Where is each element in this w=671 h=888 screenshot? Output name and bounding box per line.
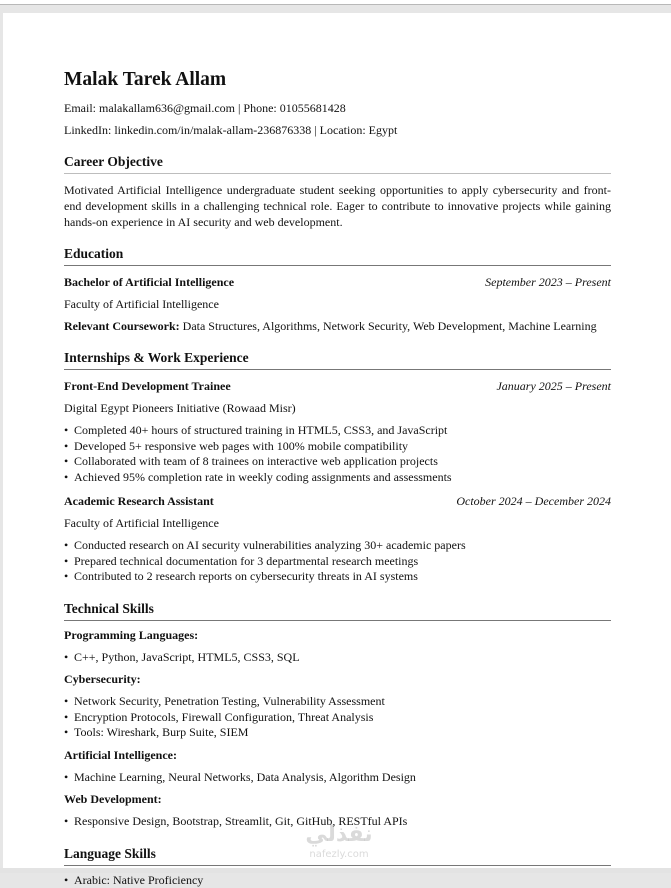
language-list xyxy=(64,873,611,888)
coursework-label: Relevant Coursework: xyxy=(64,319,180,333)
skill-list-cybersecurity xyxy=(64,694,611,741)
skill-item: • Machine Learning, Neural Networks, Data Analysis, Algorithm Design xyxy=(64,770,611,786)
skill-item: • Encryption Protocols, Firewall Configuration, Threat Analysis xyxy=(64,710,611,726)
relevant-coursework xyxy=(64,319,611,334)
section-title-experience: Internships & Work Experience xyxy=(64,349,611,370)
skill-category-ai: Artificial Intelligence: xyxy=(64,748,611,763)
job-header xyxy=(64,494,611,509)
coursework-list: Data Structures, Algorithms, Network Security, Web Development, Machine Learning xyxy=(180,319,597,333)
job-role: Academic Research Assistant xyxy=(64,494,214,509)
skill-category-cybersecurity: Cybersecurity: xyxy=(64,672,611,687)
job-date: October 2024 – December 2024 xyxy=(456,494,611,509)
language-item: • Arabic: Native Proficiency xyxy=(64,873,611,888)
job-organization: Digital Egypt Pioneers Initiative (Rowaad Misr) xyxy=(64,401,611,416)
section-title-career-objective: Career Objective xyxy=(64,153,611,174)
bullet-item: • Contributed to 2 research reports on cybersecurity threats in AI systems xyxy=(64,569,611,585)
skill-list-ai xyxy=(64,770,611,786)
bullet-item: • Collaborated with team of 8 trainees on interactive web application projects xyxy=(64,454,611,470)
skill-item: • Responsive Design, Bootstrap, Streamlit, Git, GitHub, RESTful APIs xyxy=(64,814,611,830)
section-title-language-skills: Language Skills xyxy=(64,845,611,866)
job-entry xyxy=(64,379,611,485)
skill-category-web: Web Development: xyxy=(64,792,611,807)
skill-item: • Tools: Wireshark, Burp Suite, SIEM xyxy=(64,725,611,741)
section-title-technical-skills: Technical Skills xyxy=(64,600,611,621)
resume-content xyxy=(64,68,611,888)
contact-email-phone: Email: malakallam636@gmail.com | Phone: 01055681428 xyxy=(64,101,611,116)
bullet-item: • Developed 5+ responsive web pages with 100% mobile compatibility xyxy=(64,439,611,455)
education-institution: Faculty of Artificial Intelligence xyxy=(64,297,611,312)
candidate-name: Malak Tarek Allam xyxy=(64,68,611,92)
viewer-top-edge xyxy=(0,0,671,5)
bullet-item: • Completed 40+ hours of structured training in HTML5, CSS3, and JavaScript xyxy=(64,423,611,439)
skill-list-web xyxy=(64,814,611,830)
bullet-item: • Achieved 95% completion rate in weekly coding assignments and assessments xyxy=(64,470,611,486)
watermark-arabic-text: نفذلي xyxy=(294,823,384,847)
job-header xyxy=(64,379,611,394)
education-entry-header xyxy=(64,275,611,290)
job-entry xyxy=(64,494,611,585)
skill-item: • Network Security, Penetration Testing, Vulnerability Assessment xyxy=(64,694,611,710)
section-title-education: Education xyxy=(64,245,611,266)
bullet-item: • Conducted research on AI security vulnerabilities analyzing 30+ academic papers xyxy=(64,538,611,554)
job-bullets xyxy=(64,423,611,485)
job-bullets xyxy=(64,538,611,585)
contact-linkedin-location: LinkedIn: linkedin.com/in/malak-allam-236876338 | Location: Egypt xyxy=(64,123,611,138)
job-organization: Faculty of Artificial Intelligence xyxy=(64,516,611,531)
watermark-latin-text: nafezly.com xyxy=(294,849,384,861)
degree-title: Bachelor of Artificial Intelligence xyxy=(64,275,234,290)
skill-list-programming xyxy=(64,650,611,666)
resume-page xyxy=(3,13,671,873)
job-date: January 2025 – Present xyxy=(496,379,611,394)
skill-category-programming: Programming Languages: xyxy=(64,628,611,643)
education-date: September 2023 – Present xyxy=(485,275,611,290)
career-objective-text: Motivated Artificial Intelligence undergraduate student seeking opportunities to apply cybersecurity and front-end development skills in a challenging technical role. Eager to contribute to innovative projects while gaining hands-on experience in AI security and web development. xyxy=(64,182,611,230)
bullet-item: • Prepared technical documentation for 3 departmental research meetings xyxy=(64,554,611,570)
job-role: Front-End Development Trainee xyxy=(64,379,231,394)
skill-item: • C++, Python, JavaScript, HTML5, CSS3, SQL xyxy=(64,650,611,666)
viewer-bottom-edge xyxy=(0,868,671,873)
